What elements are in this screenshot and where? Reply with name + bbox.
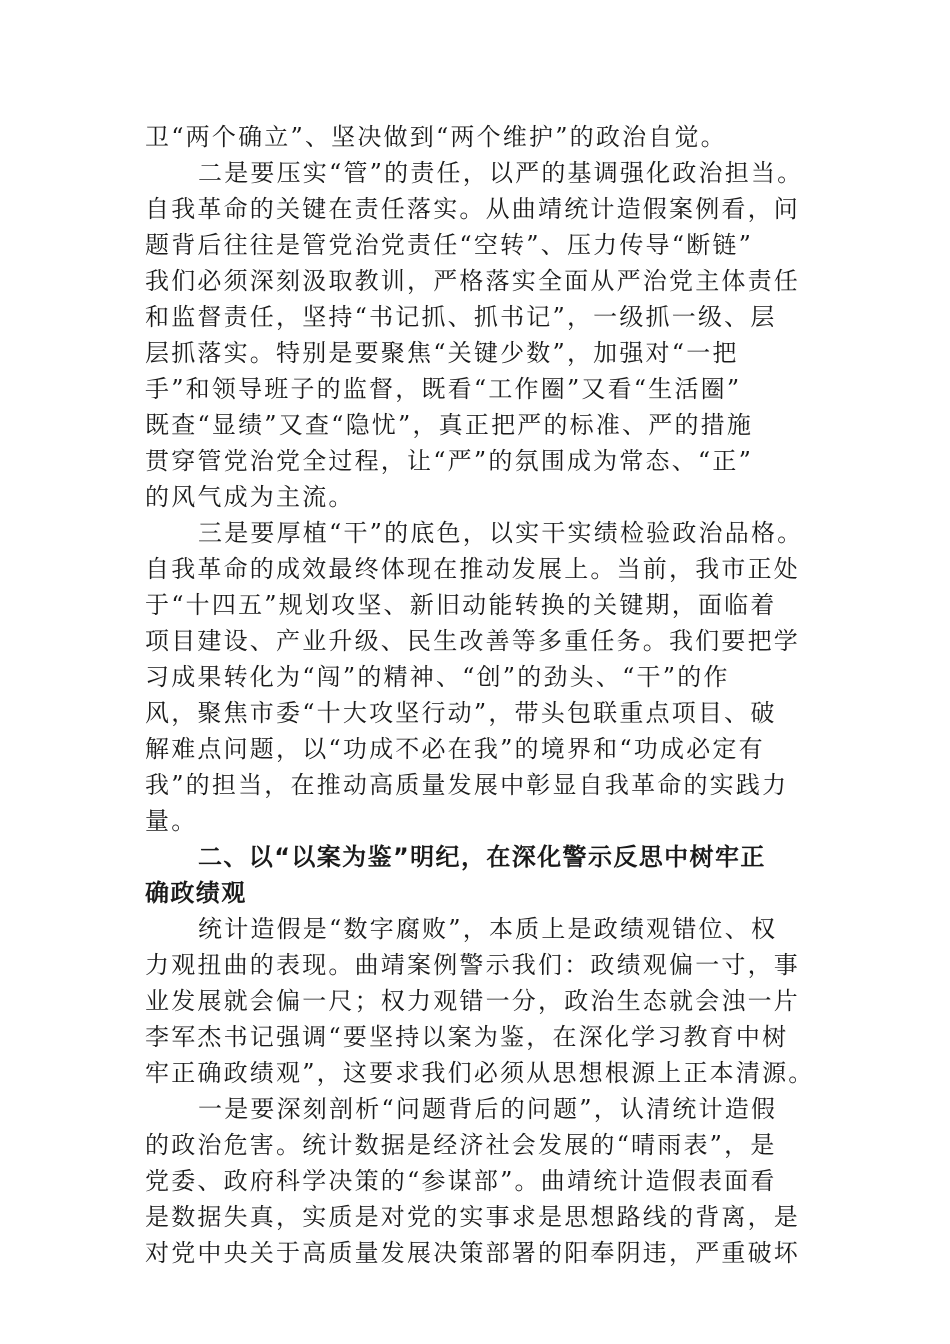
text-line: 风，聚焦市委“十大攻坚行动”，带头包联重点项目、破 [145,699,777,727]
text-line: 和监督责任，坚持“书记抓、抓书记”，一级抓一级、层 [145,303,777,331]
text-line: 习成果转化为“闯”的精神、“创”的劲头、“干”的作 [145,663,730,691]
text-line: 我”的担当，在推动高质量发展中彰显自我革命的实践力 [145,771,789,799]
text-line: 党委、政府科学决策的“参谋部”。曲靖统计造假表面看 [145,1167,777,1195]
text-line: 力观扭曲的表现。曲靖案例警示我们：政绩观偏一寸，事 [145,951,800,979]
text-line: 自我革命的成效最终体现在推动发展上。当前，我市正处 [145,555,800,583]
text-line: 的风气成为主流。 [145,483,355,511]
text-line: 是数据失真，实质是对党的实事求是思想路线的背离，是 [145,1203,800,1231]
paragraph-start-line: 三是要厚植“干”的底色，以实干实绩检验政治品格。 [198,519,804,547]
text-line: 业发展就会偏一尺；权力观错一分，政治生态就会浊一片 [145,987,800,1015]
paragraph-start-line: 二是要压实“管”的责任，以严的基调强化政治担当。 [198,159,804,187]
text-line: 牢正确政绩观”，这要求我们必须从思想根源上正本清源。 [145,1059,815,1087]
text-line: 的政治危害。统计数据是经济社会发展的“晴雨表”，是 [145,1131,777,1159]
text-line: 量。 [145,807,198,835]
text-line: 题背后往往是管党治党责任“空转”、压力传导“断链” [145,231,754,259]
text-line: 层抓落实。特别是要聚焦“关键少数”，加强对“一把 [145,339,739,367]
text-line: 贯穿管党治党全过程，让“严”的氛围成为常态、“正” [145,447,754,475]
text-line: 于“十四五”规划攻坚、新旧动能转换的关键期，面临着 [145,591,777,619]
text-line: 自我革命的关键在责任落实。从曲靖统计造假案例看，问 [145,195,800,223]
section-heading-continued: 确政绩观 [145,879,247,907]
text-line: 既查“显绩”又查“隐忧”，真正把严的标准、严的措施 [145,411,754,439]
text-line: 项目建设、产业升级、民生改善等多重任务。我们要把学 [145,627,800,655]
paragraph-start-line: 一是要深刻剖析“问题背后的问题”，认清统计造假 [198,1095,778,1123]
text-line: 卫“两个确立”、坚决做到“两个维护”的政治自觉。 [145,123,727,151]
paragraph-start-line: 统计造假是“数字腐败”，本质上是政绩观错位、权 [198,915,778,943]
section-heading: 二、以“以案为鉴”明纪，在深化警示反思中树牢正 [198,843,766,871]
text-line: 我们必须深刻汲取教训，严格落实全面从严治党主体责任 [145,267,800,295]
text-line: 解难点问题，以“功成不必在我”的境界和“功成必定有 [145,735,765,763]
text-line: 手”和领导班子的监督，既看“工作圈”又看“生活圈” [145,375,742,403]
text-line: 李军杰书记强调“要坚持以案为鉴，在深化学习教育中树 [145,1023,789,1051]
text-line: 对党中央关于高质量发展决策部署的阳奉阴违，严重破坏 [145,1239,800,1267]
